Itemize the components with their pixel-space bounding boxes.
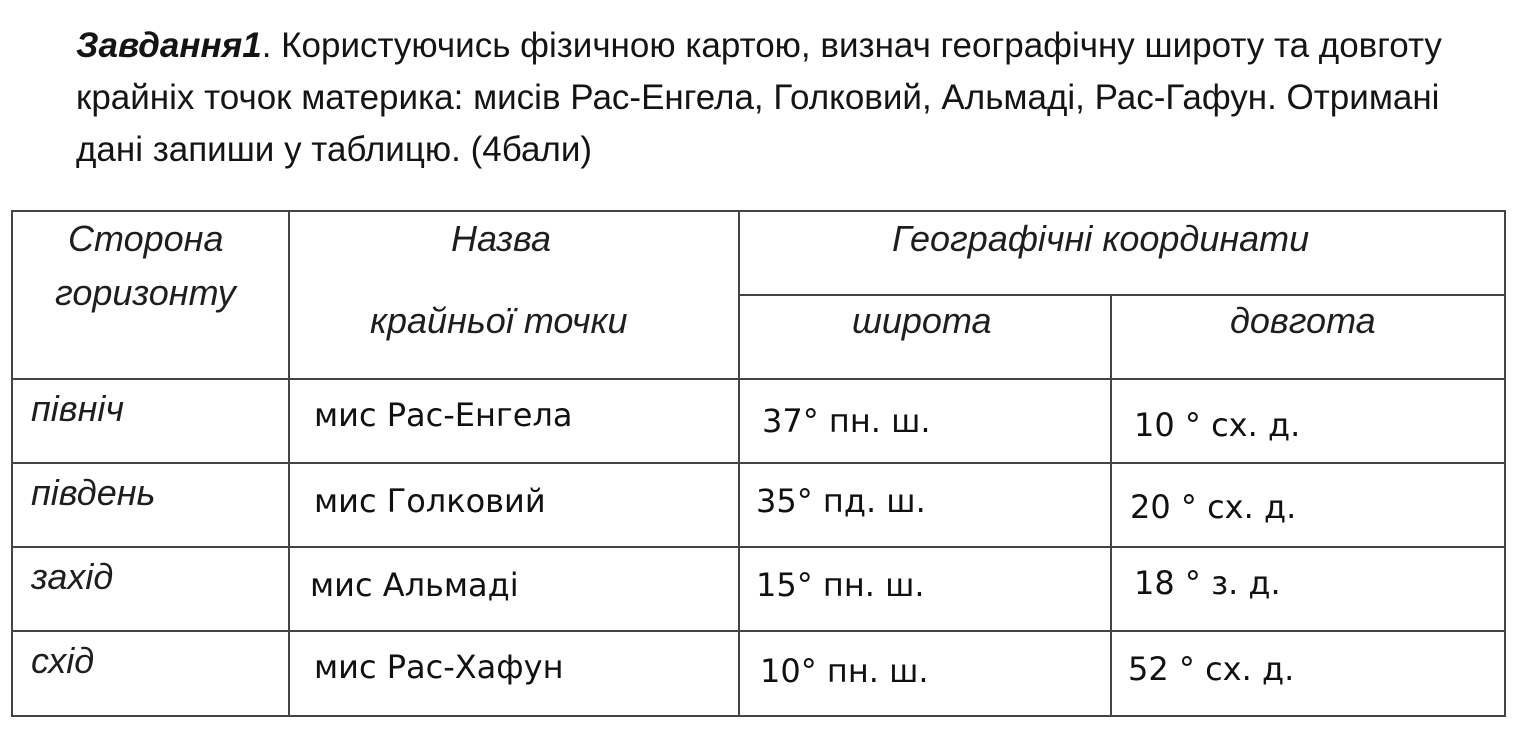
- row-side: захід: [31, 556, 114, 597]
- row-lon: 20 ° сх. д.: [1130, 488, 1297, 526]
- task-title: Завдання1: [76, 26, 262, 65]
- coordinates-table: [11, 210, 1506, 717]
- row-side: схід: [31, 640, 95, 681]
- task-text: [76, 20, 1496, 176]
- table-row: [12, 631, 1505, 716]
- row-name: мис Голковий: [314, 482, 546, 520]
- row-lat: 10° пн. ш.: [760, 652, 929, 690]
- row-name: мис Рас-Хафун: [314, 648, 564, 686]
- header-side-line2: горизонту: [55, 272, 236, 313]
- row-lon: 18 ° з. д.: [1134, 564, 1281, 602]
- row-lat: 37° пн. ш.: [762, 402, 931, 440]
- row-lon: 52 ° сх. д.: [1128, 650, 1295, 688]
- table-row: [12, 379, 1505, 463]
- row-lat: 15° пн. ш.: [756, 566, 925, 604]
- table-row: [12, 463, 1505, 547]
- header-name-cell: [289, 211, 739, 379]
- header-lon-cell: [1111, 295, 1505, 379]
- header-name-line1: Назва: [451, 218, 551, 259]
- header-side-line1: Сторона: [68, 218, 224, 259]
- task-body: . Користуючись фізичною картою, визнач географічну широту та довготу крайніх точок материка: мисів Рас-Енгела, Голковий, Альмаді, Рас-Гафун. Отримані дані запиши у таблицю. (4бали): [76, 26, 1442, 169]
- header-coords: Географічні координати: [892, 218, 1310, 259]
- header-lat: широта: [852, 300, 992, 341]
- row-name: мис Альмаді: [310, 566, 519, 604]
- header-side-cell: [12, 211, 289, 379]
- row-side: південь: [31, 472, 156, 513]
- row-name: мис Рас-Енгела: [314, 396, 573, 434]
- table-row: [12, 547, 1505, 631]
- header-lon: довгота: [1230, 300, 1376, 341]
- row-lon: 10 ° сх. д.: [1134, 406, 1301, 444]
- header-coords-cell: [739, 211, 1505, 295]
- row-side: північ: [31, 388, 125, 429]
- header-name-line2: крайньої точки: [370, 300, 628, 341]
- row-lat: 35° пд. ш.: [756, 482, 926, 520]
- header-lat-cell: [739, 295, 1111, 379]
